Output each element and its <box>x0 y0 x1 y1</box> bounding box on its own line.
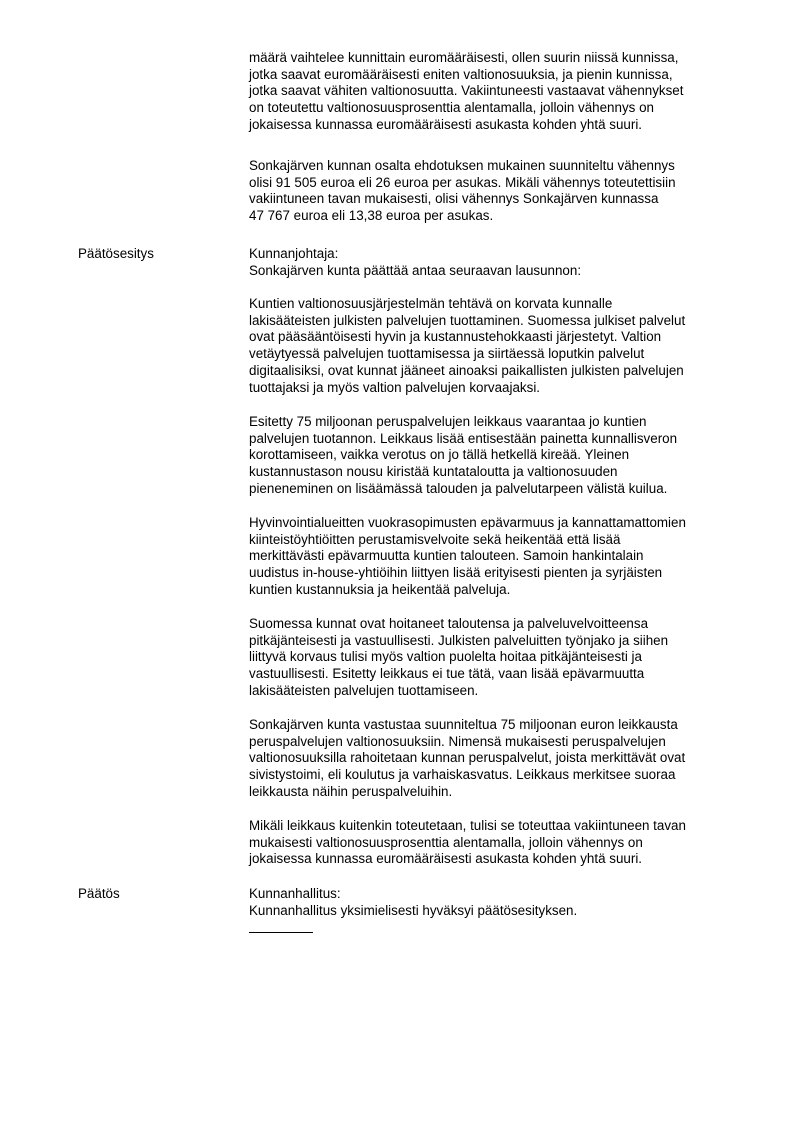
text-line: Sonkajärven kunta vastustaa suunniteltua 75 miljoonan euron leikkausta <box>249 717 678 732</box>
text-line: Suomessa kunnat ovat hoitaneet taloutensa ja palveluvelvoitteensa <box>249 616 649 631</box>
end-rule <box>249 932 313 933</box>
text-line: vastuullisesti. Esitetty leikkaus ei tue tätä, vaan lisää epävarmuutta <box>249 666 645 682</box>
text-line: vetäytyessä palvelujen tuottamisessa ja siirtäessä loputkin palvelut <box>249 346 645 362</box>
section-label-decision: Päätös <box>78 886 120 901</box>
text-line: jokaisessa kunnassa euromääräisesti asukasta kohden yhtä suuri. <box>249 116 643 132</box>
proposal-paragraph-2 <box>249 414 733 498</box>
text-line: Esitetty 75 miljoonan peruspalvelujen leikkaus vaarantaa jo kuntien <box>249 414 647 429</box>
text-line: palvelujen tuotannon. Leikkaus lisää entisestään painetta kunnallisveron <box>249 430 678 446</box>
proposal-paragraph-5 <box>249 717 733 801</box>
text-line: merkittävästi epävarmuutta kuntien talouteen. Samoin hankintalain <box>249 548 644 564</box>
text-line: Sonkajärven kunnan osalta ehdotuksen mukainen suunniteltu vähennys <box>249 158 675 173</box>
text-line: digitaalisiksi, ovat kunnat jääneet ainoaksi paikallisten julkisten palvelujen <box>249 362 684 378</box>
text-line: sivistystoimi, eli koulutus ja varhaiskasvatus. Leikkaus merkitsee suoraa <box>249 767 676 783</box>
section-label-proposal: Päätösesitys <box>78 246 154 261</box>
text-line: Kunnanhallitus yksimielisesti hyväksyi päätösesityksen. <box>249 902 578 918</box>
intro-paragraph-1 <box>249 50 733 134</box>
text-line: mukaisesti valtionosuusprosenttia alentamalla, jolloin vähennys on <box>249 834 643 850</box>
text-line: kuntien kustannuksia ja heikentää palveluja. <box>249 581 511 597</box>
text-line: uudistus in-house-yhtiöihin liittyen lisää erityisesti pienten ja syrjäisten <box>249 565 663 581</box>
text-line: jotka saavat vähiten valtionosuutta. Vakiintuneesti vastaavat vähennykset <box>249 83 684 99</box>
proposal-paragraph-4 <box>249 616 733 700</box>
text-line: liittyvä korvaus tulisi myös valtion puolelta hoitaa pitkäjänteisesti ja <box>249 649 642 665</box>
text-line: Kunnanhallitus: <box>249 886 341 901</box>
proposal-paragraph-1 <box>249 296 733 396</box>
text-line: tuottajaksi ja myös valtion palvelujen korvaajaksi. <box>249 379 541 395</box>
intro-paragraph-2 <box>249 158 733 225</box>
text-line: Mikäli leikkaus kuitenkin toteutetaan, tulisi se toteuttaa vakiintuneen tavan <box>249 818 686 833</box>
proposal-heading <box>249 246 733 279</box>
text-line: jotka saavat euromääräisesti eniten valtionosuuksia, ja pienin kunnissa, <box>249 66 673 82</box>
text-line: kiinteistöyhtiöitten perustamisvelvoite sekä heikentää että lisää <box>249 531 621 547</box>
text-line: määrä vaihtelee kunnittain euromääräisesti, ollen suurin niissä kunnissa, <box>249 50 679 65</box>
text-line: korottamiseen, vaikka verotus on jo tällä hetkellä kireää. Yleinen <box>249 447 630 463</box>
text-line: on toteutettu valtionosuusprosenttia alentamalla, jolloin vähennys on <box>249 100 654 116</box>
text-line: valtionosuuksilla rahoitetaan kunnan peruspalvelut, joista merkittävät ovat <box>249 750 686 766</box>
text-line: Kunnanjohtaja: <box>249 246 339 261</box>
decision-text <box>249 886 733 919</box>
text-line: pieneneminen on lisäämässä talouden ja palvelutarpeen välistä kuilua. <box>249 480 668 496</box>
text-line: leikkausta näihin peruspalveluihin. <box>249 783 453 799</box>
text-line: Sonkajärven kunta päättää antaa seuraavan lausunnon: <box>249 262 582 278</box>
text-line: vakiintuneen tavan mukaisesti, olisi vähennys Sonkajärven kunnassa <box>249 191 659 207</box>
text-line: Hyvinvointialueitten vuokrasopimusten epävarmuus ja kannattamattomien <box>249 515 686 530</box>
proposal-paragraph-6 <box>249 818 733 868</box>
text-line: lakisääteisten palvelujen tuottamiseen. <box>249 682 479 698</box>
text-line: olisi 91 505 euroa eli 26 euroa per asukas. Mikäli vähennys toteutettisiin <box>249 174 676 190</box>
text-line: pitkäjänteisesti ja vastuullisesti. Julkisten palveluitten työnjako ja siihen <box>249 632 669 648</box>
text-line: lakisääteisten julkisten palvelujen tuottaminen. Suomessa julkiset palvelut <box>249 312 686 328</box>
text-line: Kuntien valtionosuusjärjestelmän tehtävä on korvata kunnalle <box>249 296 613 311</box>
text-line: ovat pääsääntöisesti hyvin ja kustannustehokkaasti järjestetyt. Valtion <box>249 329 662 345</box>
text-line: peruspalvelujen valtionosuuksiin. Nimensä mukaisesti peruspalvelujen <box>249 733 666 749</box>
text-line: 47 767 euroa eli 13,38 euroa per asukas. <box>249 208 494 224</box>
proposal-paragraph-3 <box>249 515 733 599</box>
text-line: kustannustason nousu kiristää kuntataloutta ja valtionosuuden <box>249 464 618 480</box>
text-line: jokaisessa kunnassa euromääräisesti asukasta kohden yhtä suuri. <box>249 851 643 867</box>
